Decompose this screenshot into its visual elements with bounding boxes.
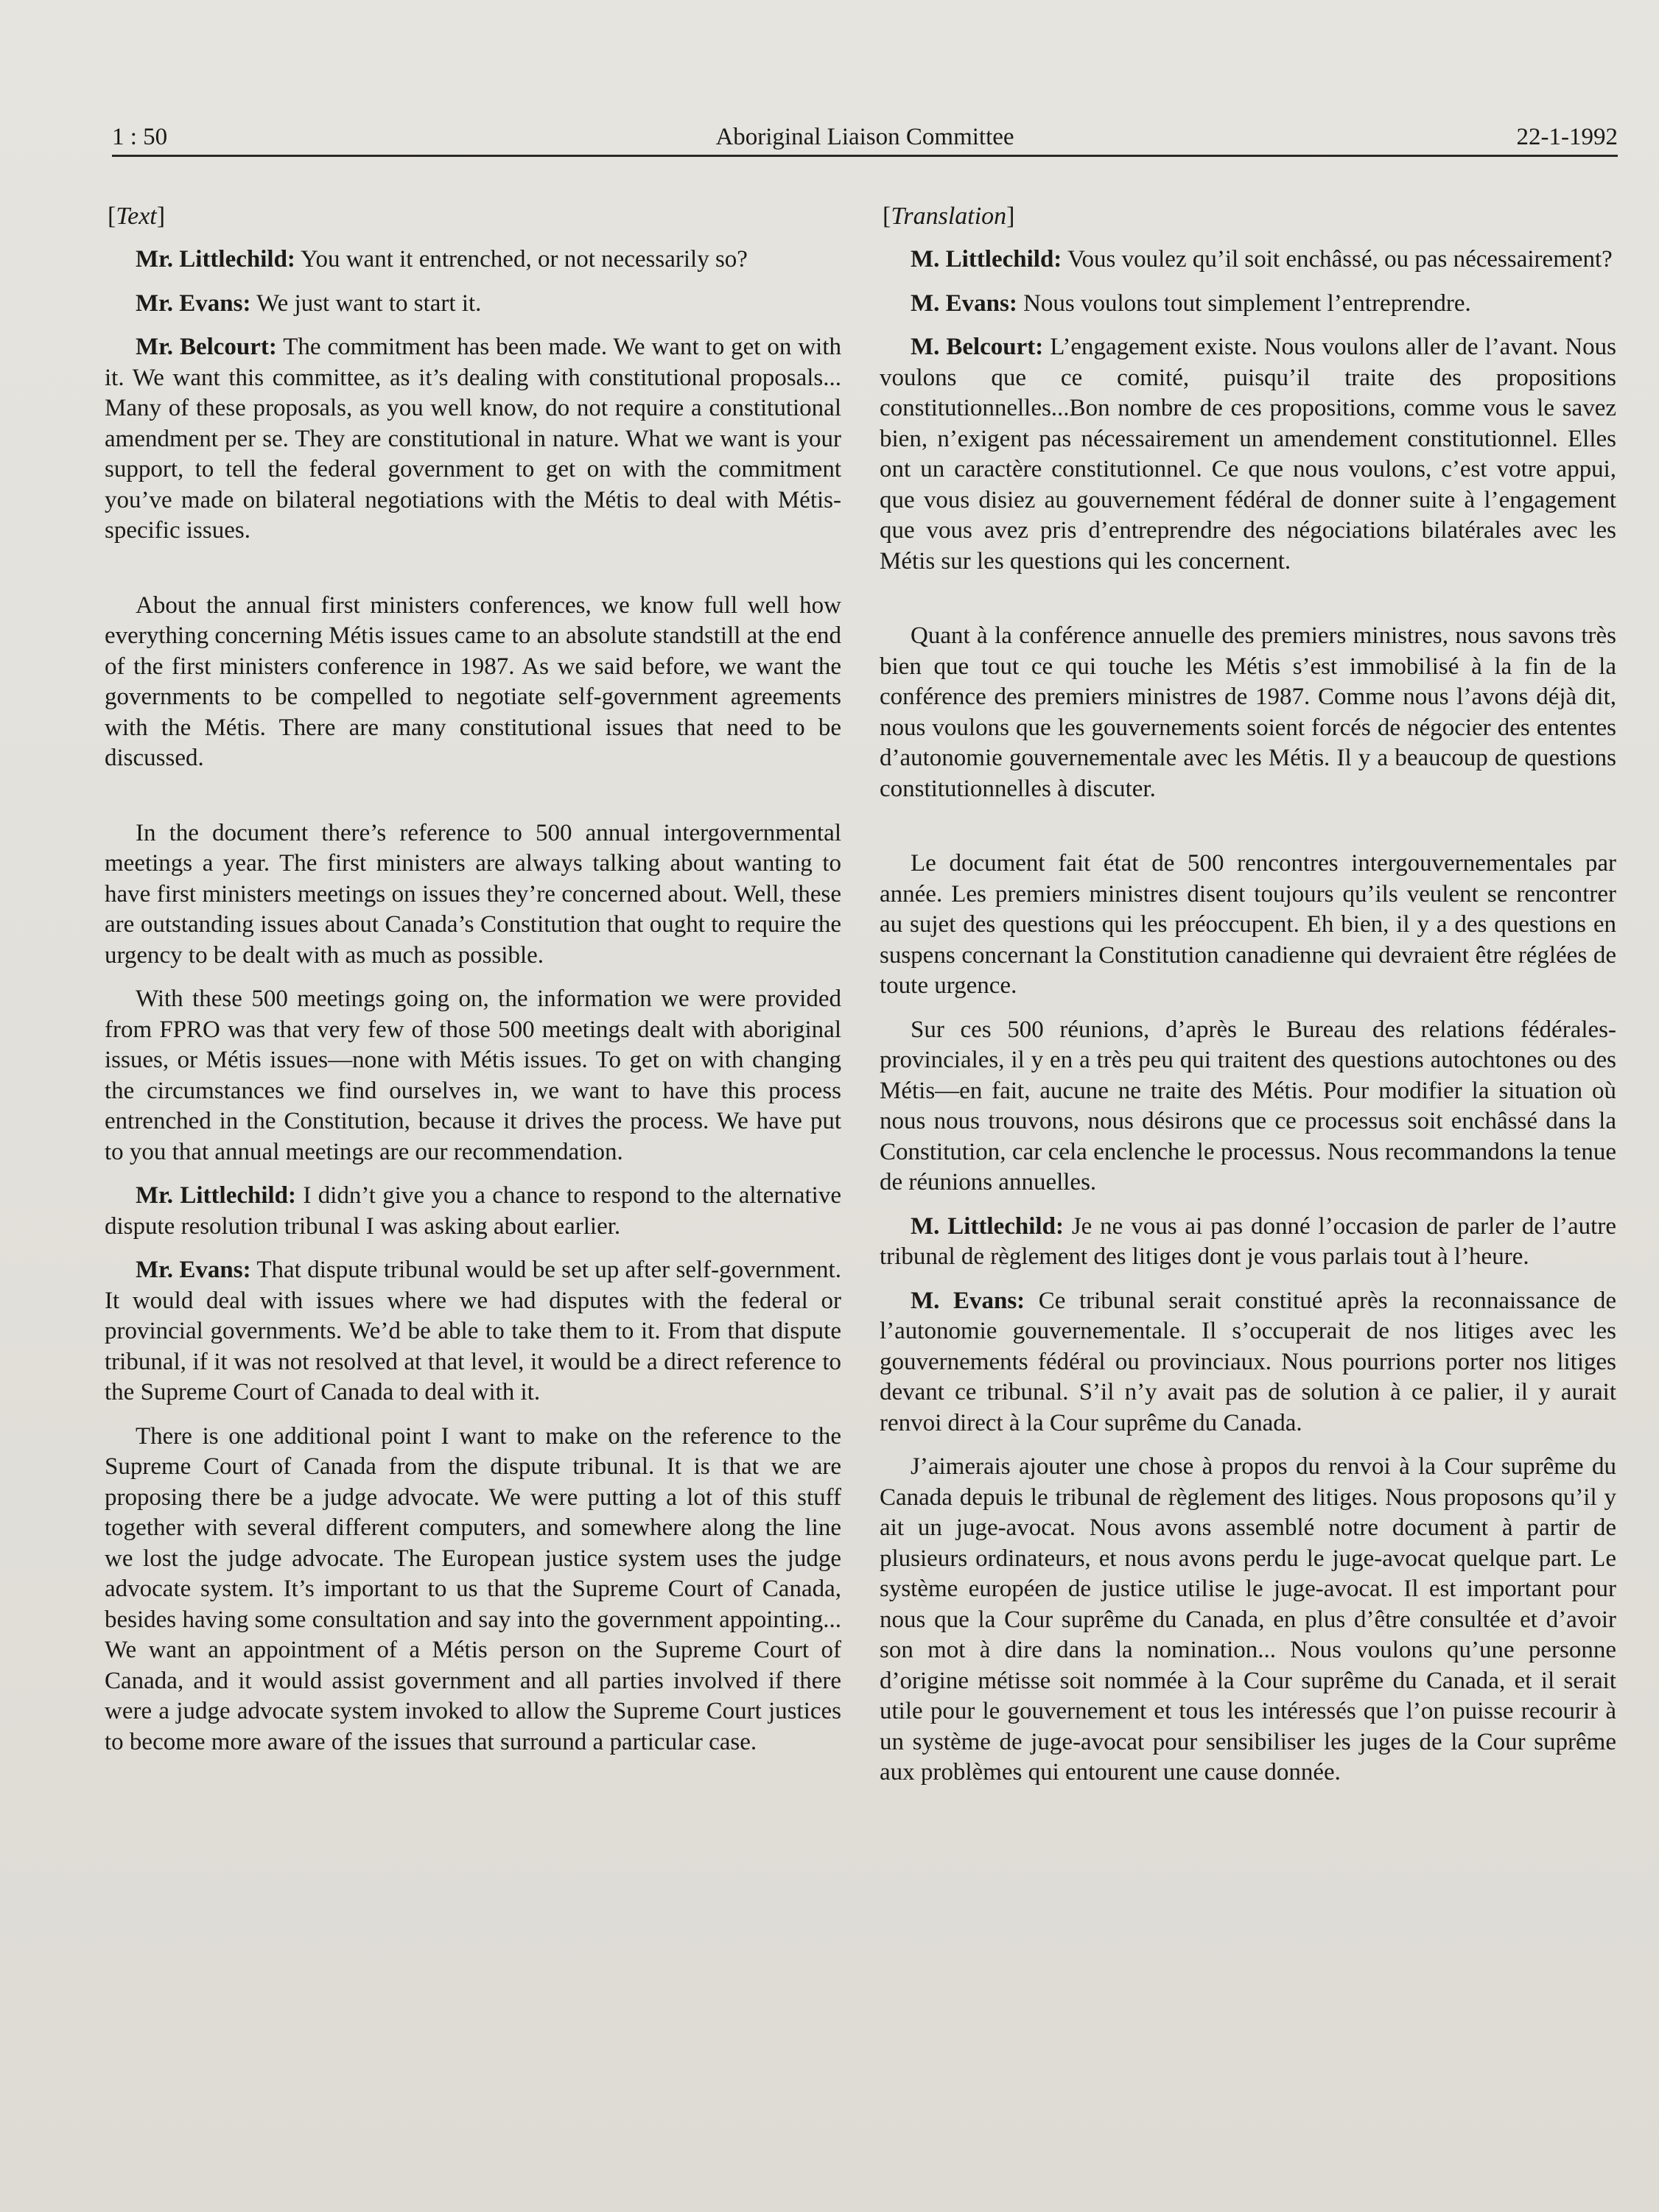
paragraph — [880, 1015, 1616, 1198]
header-rule — [112, 155, 1618, 157]
paragraph — [105, 1422, 841, 1758]
paragraph — [105, 289, 841, 320]
paragraph — [105, 818, 841, 972]
paragraph-text: Sur ces 500 réunions, d’après le Bureau des relations fédérales-provinciales, il y en a très peu qui traitent des questions autochtones ou des Métis—en fait, aucune ne traite des Métis. Pour modifier la situation où nous nous trouvons, nous désirons que ce processus soit enchâssé dans la Constitution, car cela enclenche le processus. Nous recommandons la tenue de réunions annuelles. — [880, 1016, 1616, 1195]
paragraph-text: With these 500 meetings going on, the information we were provided from FPRO was that very few of those 500 meetings dealt with aboriginal issues, or Métis issues—none with Métis issues. To get on with changing the circumstances we find ourselves in, we want to have this process entrenched in the Constitution, because it drives the process. We have put to you that annual meetings are our recommendation. — [105, 986, 841, 1165]
french-column — [880, 200, 1616, 1802]
paragraph-text: We just want to start it. — [250, 289, 482, 317]
column-label: [Text] — [108, 203, 166, 230]
running-header — [112, 122, 1618, 158]
paragraph-text: I didn’t give you a chance to respond to the alternative dispute resolution tribunal I was asking about earlier. — [105, 1182, 841, 1240]
paragraph-text: Le document fait état de 500 rencontres intergouvernementales par année. Les premiers ministres disent toujours qu’ils veulent se rencontrer au sujet des questions qui les préoccupent. Eh bien, il y a des questions en suspens concernant la Constitution canadienne qui devraient être réglées de toute urgence. — [880, 850, 1616, 999]
paragraph — [880, 1212, 1616, 1273]
speaker-name: M. Belcourt: — [911, 334, 1044, 360]
session-date: 22-1-1992 — [1516, 124, 1618, 150]
speaker-name: M. Littlechild: — [911, 1212, 1064, 1240]
page-number: 1 : 50 — [112, 124, 168, 150]
paragraph-text: Vous voulez qu’il soit enchâssé, ou pas nécessairement? — [1062, 246, 1613, 273]
speaker-name: Mr. Belcourt: — [136, 334, 277, 360]
paragraph-text: You want it entrenched, or not necessarily so? — [295, 246, 748, 273]
paragraph — [105, 1255, 841, 1408]
paragraph — [105, 245, 841, 275]
speaker-name: Mr. Evans: — [136, 1257, 251, 1283]
paragraph-text: That dispute tribunal would be set up after self-government. It would deal with issues where we had disputes with the federal or provincial governments. We’d be able to take them to it. From that dispute tribunal, if it was not resolved at that level, it would be a direct reference to the Supreme Court of Canada to deal with it. — [105, 1257, 841, 1405]
speaker-name: Mr. Littlechild: — [136, 246, 295, 273]
paragraph — [880, 1286, 1616, 1439]
paragraph — [880, 332, 1616, 577]
paragraph-text: Quant à la conférence annuelle des premiers ministres, nous savons très bien que tout ce qui touche les Métis s’est immobilisé à la fin de la conférence des premiers ministres de 1987. Comme nous l’avons déjà dit, nous voulons que les gouvernements soient forcés de négocier des ententes d’autonomie gouvernementale avec les Métis. Il y a beaucoup de questions constitutionnelles à discuter. — [880, 622, 1616, 802]
paragraph — [105, 591, 841, 774]
paragraph-text: About the annual first ministers conferences, we know full well how everything concerning Métis issues came to an absolute standstill at the end of the first ministers conference in 1987. As we said before, we want the governments to be compelled to negotiate self-government agreements with the Métis. There are many constitutional issues that need to be discussed. — [105, 591, 841, 771]
paragraph — [880, 289, 1616, 320]
column-label: [Translation] — [883, 203, 1015, 230]
paragraph-text: J’aimerais ajouter une chose à propos du renvoi à la Cour suprême du Canada depuis le tribunal de règlement des litiges. Nous proposons qu’il y ait un juge-avocat. Nous avons assemblé notre document à partir de plusieurs ordinateurs, et nous avons perdu le juge-avocat quelque part. Le système européen de justice utilise le juge-avocat. Il est important pour nous que la Cour suprême du Canada, en plus d’être consultée et d’avoir son mot à dire dans la nomination... Nous voulons qu’une personne d’origine métisse soit nommée à la Cour suprême du Canada, et il serait utile pour le gouvernement et tous les intéressés que l’on puisse recourir à un système de juge-avocat pour sensibiliser les juges de la Cour suprême aux problèmes qui entourent une cause donnée. — [880, 1453, 1616, 1786]
speaker-name: Mr. Littlechild: — [136, 1182, 297, 1209]
paragraph — [880, 621, 1616, 804]
committee-title: Aboriginal Liaison Committee — [715, 124, 1014, 150]
paragraph — [105, 332, 841, 547]
paragraph — [105, 1181, 841, 1242]
speaker-name: Mr. Evans: — [136, 289, 251, 317]
speaker-name: M. Littlechild: — [911, 246, 1062, 273]
paragraph-text: In the document there’s reference to 500 annual intergovernmental meetings a year. The first ministers are always talking about wanting to have first ministers meetings on issues they’re concerned about. Well, these are outstanding issues about Canada’s Constitution that ought to require the urgency to be dealt with as much as possible. — [105, 819, 841, 969]
speaker-name: M. Evans: — [911, 1287, 1025, 1314]
paragraph — [880, 1452, 1616, 1788]
paragraph-text: The commitment has been made. We want to get on with it. We want this committee, as it’s dealing with constitutional proposals... Many of these proposals, as you well know, do not require a constitutional amendment per se. They are constitutional in nature. What we want is your support, to tell the federal government to get on with the commitment you’ve made on bilateral negotiations with the Métis to deal with Métis-specific issues. — [105, 334, 841, 544]
speaker-name: M. Evans: — [911, 289, 1017, 317]
english-column — [105, 200, 841, 1771]
paragraph-text: There is one additional point I want to make on the reference to the Supreme Court of Canada from the dispute tribunal. It is that we are proposing there be a judge advocate. We were putting a lot of this stuff together with several different computers, and somewhere along the line we lost the judge advocate. The European justice system uses the judge advocate system. It’s important to us that the Supreme Court of Canada, besides having some consultation and say into the government appointing... We want an appointment of a Métis person on the Supreme Court of Canada, and it would assist government and all parties involved if there were a judge advocate system invoked to allow the Supreme Court justices to become more aware of the issues that surround a particular case. — [105, 1422, 841, 1755]
paragraph-text: Je ne vous ai pas donné l’occasion de parler de l’autre tribunal de règlement des litiges dont je vous parlais tout à l’heure. — [880, 1212, 1616, 1270]
paragraph-text: L’engagement existe. Nous voulons aller de l’avant. Nous voulons que ce comité, puisqu’il traite des propositions constitutionnelles...Bon nombre de ces propositions, comme vous le savez bien, n’exigent pas nécessairement un amendement constitutionnel. Elles ont un caractère constitutionnel. Ce que nous voulons, c’est votre appui, que vous disiez au gouvernement fédéral de donner suite à l’engagement que vous avez pris d’entreprendre des négociations bilatérales avec les Métis sur les questions qui les concernent. — [880, 334, 1616, 575]
paragraph — [105, 984, 841, 1168]
paragraph-text: Ce tribunal serait constitué après la reconnaissance de l’autonomie gouvernementale. Il s’occuperait de nos litiges avec les gouvernements fédéral ou provinciaux. Nous pourrions porter nos litiges devant ce tribunal. S’il n’y avait pas de solution à ce palier, il y aurait renvoi direct à la Cour suprême du Canada. — [880, 1287, 1616, 1436]
paragraph — [880, 849, 1616, 1002]
paragraph — [880, 245, 1616, 275]
paragraph-text: Nous voulons tout simplement l’entreprendre. — [1017, 289, 1471, 317]
